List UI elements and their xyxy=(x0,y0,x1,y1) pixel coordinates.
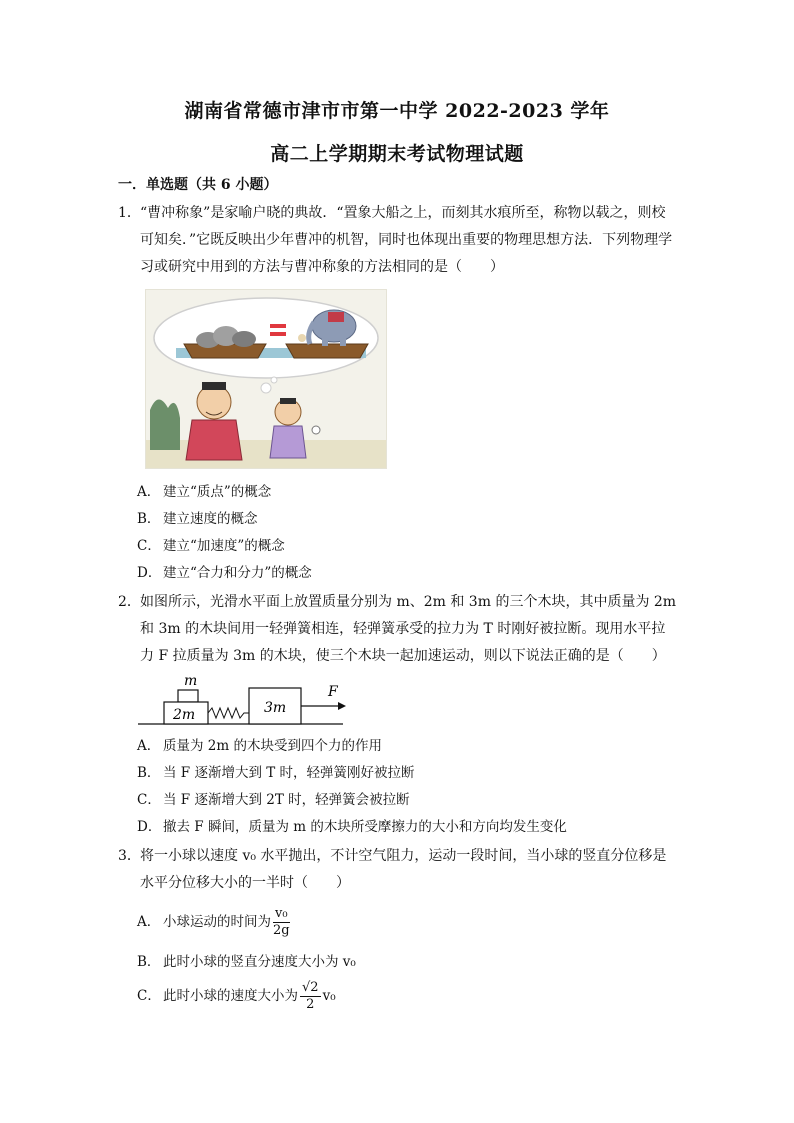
question-text: “曹冲称象”是家喻户晓的典故．“置象大船之上，而刻其水痕所至，称物以载之，则校可知矣．”它既反映出少年曹冲的机智，同时也体现出重要的物理思想方法．下列物理学习或研究中用到的方法与曹冲称象的方法相同的是（ ） xyxy=(140,205,673,275)
fraction-numerator: √2 xyxy=(302,980,319,995)
option-text: 此时小球的竖直分速度大小为 v₀ xyxy=(163,954,356,970)
option-letter: D． xyxy=(137,565,162,581)
label-m: m xyxy=(184,673,198,689)
option-text: 此时小球的速度大小为 xyxy=(163,988,298,1004)
q2-option-d xyxy=(137,817,567,837)
block-m xyxy=(178,690,198,702)
option-text: 建立“质点”的概念 xyxy=(163,484,272,500)
q1-option-a xyxy=(137,482,271,502)
exam-title-line1: 湖南省常德市津市市第一中学 2022-2023 学年 xyxy=(184,100,610,122)
fraction xyxy=(273,906,290,939)
spring xyxy=(208,708,249,718)
option-letter: B． xyxy=(137,954,161,970)
q2-option-a xyxy=(137,736,382,756)
q2-option-c xyxy=(137,790,410,810)
question-text: 将一小球以速度 v₀ 水平抛出，不计空气阻力，运动一段时间，当小球的竖直分位移是水平分位移大小的一半时（ ） xyxy=(140,848,667,891)
option-letter: B． xyxy=(137,511,161,527)
option-letter: B． xyxy=(137,765,161,781)
fraction-denominator: 2 xyxy=(306,997,315,1012)
option-letter: D． xyxy=(137,819,162,835)
q1-option-b xyxy=(137,509,258,529)
q3-option-a xyxy=(137,906,292,939)
option-letter: C． xyxy=(137,988,161,1004)
option-letter: A． xyxy=(137,484,161,500)
label-force: F xyxy=(328,684,338,700)
q3-option-b xyxy=(137,952,356,972)
question-1 xyxy=(118,200,678,281)
fraction-numerator: v₀ xyxy=(273,906,290,923)
fraction xyxy=(300,980,321,1013)
option-text: 当 F 逐渐增大到 T 时，轻弹簧刚好被拉断 xyxy=(163,765,415,781)
option-letter: C． xyxy=(137,538,161,554)
question-3 xyxy=(118,843,678,897)
option-text: 建立“合力和分力”的概念 xyxy=(163,565,312,581)
q1-option-c xyxy=(137,536,285,556)
cao-chong-weighing-elephant-illustration xyxy=(145,289,387,469)
exam-title-line2: 高二上学期期末考试物理试题 xyxy=(270,143,524,165)
option-text: 建立“加速度”的概念 xyxy=(163,538,285,554)
option-text: 建立速度的概念 xyxy=(163,511,258,527)
option-text: 小球运动的时间为 xyxy=(163,914,271,930)
label-3m: 3m xyxy=(264,700,287,716)
q3-option-c xyxy=(137,980,336,1013)
force-arrowhead xyxy=(338,702,346,710)
option-suffix: v₀ xyxy=(322,988,336,1004)
option-letter: A． xyxy=(137,738,161,754)
question-text: 如图所示，光滑水平面上放置质量分别为 m、2m 和 3m 的三个木块，其中质量为 2m 和 3m 的木块间用一轻弹簧相连，轻弹簧承受的拉力为 T 时刚好被拉断。现用水平拉力 F 拉质量为 3m 的木块，使三个木块一起加速运动，则以下说法正确的是（ ） xyxy=(140,594,677,664)
blocks-spring-diagram xyxy=(138,670,348,730)
option-text: 当 F 逐渐增大到 2T 时，轻弹簧会被拉断 xyxy=(163,792,410,808)
question-2 xyxy=(118,589,678,670)
question-number: 1． xyxy=(118,205,141,221)
label-2m: 2m xyxy=(173,707,196,723)
fraction-denominator: 2g xyxy=(273,923,290,938)
option-text: 撤去 F 瞬间，质量为 m 的木块所受摩擦力的大小和方向均发生变化 xyxy=(163,819,567,835)
section-heading: 一．单选题（共 6 小题） xyxy=(118,177,278,193)
q2-option-b xyxy=(137,763,415,783)
q1-option-d xyxy=(137,563,312,583)
option-letter: A． xyxy=(137,914,161,930)
option-letter: C． xyxy=(137,792,161,808)
question-number: 3． xyxy=(118,848,141,864)
option-text: 质量为 2m 的木块受到四个力的作用 xyxy=(163,738,382,754)
question-number: 2． xyxy=(118,594,141,610)
